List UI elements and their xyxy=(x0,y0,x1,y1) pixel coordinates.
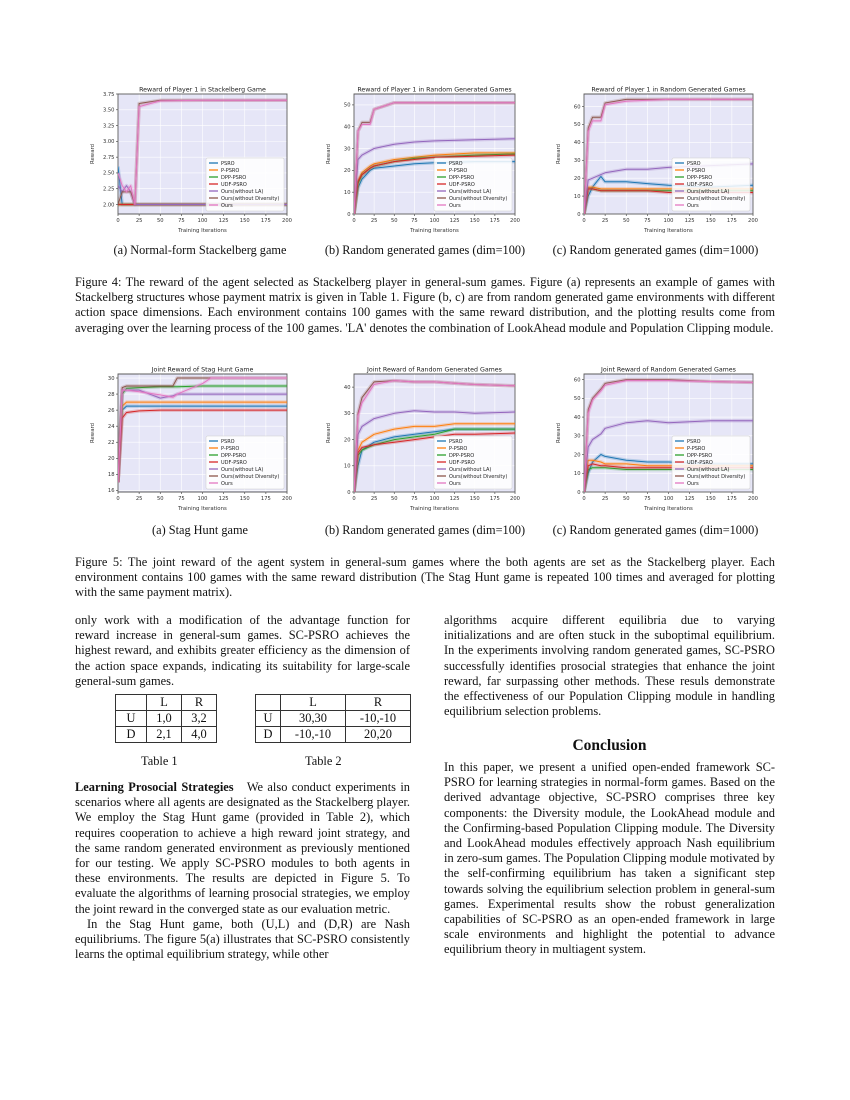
table-cell: 1,0 xyxy=(147,711,182,727)
svg-text:0: 0 xyxy=(582,496,586,502)
svg-text:16: 16 xyxy=(107,488,115,495)
figure5-chart-c xyxy=(548,364,763,514)
svg-text:75: 75 xyxy=(411,218,418,224)
svg-text:PSRO: PSRO xyxy=(449,438,463,445)
svg-text:Reward: Reward xyxy=(90,143,96,165)
chart-legend xyxy=(206,436,284,489)
svg-text:50: 50 xyxy=(156,218,164,224)
svg-text:200: 200 xyxy=(748,496,758,502)
svg-text:50: 50 xyxy=(622,496,630,502)
svg-text:200: 200 xyxy=(510,218,520,224)
svg-text:150: 150 xyxy=(239,496,250,502)
svg-text:30: 30 xyxy=(573,433,581,440)
svg-text:10: 10 xyxy=(343,463,351,470)
svg-text:Ours(without Diversity): Ours(without Diversity) xyxy=(221,195,280,202)
svg-text:Training Iterations: Training Iterations xyxy=(410,506,459,512)
svg-text:150: 150 xyxy=(705,496,716,502)
svg-text:50: 50 xyxy=(156,496,164,502)
figure5-subcaption-c: (c) Random generated games (dim=1000) xyxy=(552,523,759,537)
svg-text:UDF-PSRO: UDF-PSRO xyxy=(687,459,713,466)
line-chart xyxy=(318,364,525,514)
svg-text:200: 200 xyxy=(282,496,292,502)
figure4-chart-b xyxy=(318,84,525,236)
svg-text:2.75: 2.75 xyxy=(102,154,115,161)
svg-text:30: 30 xyxy=(573,158,581,165)
svg-text:28: 28 xyxy=(107,391,115,398)
svg-text:150: 150 xyxy=(469,218,480,224)
svg-text:30: 30 xyxy=(343,146,351,153)
svg-text:UDF-PSRO: UDF-PSRO xyxy=(221,181,247,188)
svg-text:175: 175 xyxy=(489,496,500,502)
table-cell xyxy=(116,695,147,711)
svg-text:20: 20 xyxy=(573,175,581,182)
paragraph: only work with a modification of the advantage function for reward increase in general-sum games. SC-PSRO achieves the highest reward, and exhibits greater efficiency as the dimension of the action space expands, indicating its suitability for large-scale general-sum games. xyxy=(75,613,410,688)
svg-text:30: 30 xyxy=(107,375,115,382)
svg-text:0: 0 xyxy=(347,489,351,496)
svg-text:Ours(without LA): Ours(without LA) xyxy=(687,466,730,473)
svg-text:2.50: 2.50 xyxy=(102,170,115,177)
paragraph: In the Stag Hunt game, both (U,L) and (D,R) are Nash equilibriums. The figure 5(a) illustrates that SC-PSRO consistently learns the optimal equilibrium strategy, while other xyxy=(75,916,410,962)
svg-text:DPP-PSRO: DPP-PSRO xyxy=(687,452,713,459)
svg-text:100: 100 xyxy=(197,218,208,224)
line-chart xyxy=(548,84,763,236)
svg-text:Training Iterations: Training Iterations xyxy=(410,228,459,234)
table-cell: R xyxy=(346,695,411,711)
svg-text:3.50: 3.50 xyxy=(102,107,115,114)
table1 xyxy=(115,694,217,743)
table-cell: 4,0 xyxy=(182,727,217,743)
svg-text:26: 26 xyxy=(107,407,115,414)
table-cell: U xyxy=(116,711,147,727)
svg-text:Reward: Reward xyxy=(326,422,332,444)
svg-text:10: 10 xyxy=(343,189,351,196)
paragraph: In this paper, we present a unified open-ended framework SC-PSRO for learning strategies in normal-form games. Based on the derived advantage objective, SC-PSRO comprises three key components: the Diversity module, the LookAhead module and the Confirming-based Population Clipping module. The Diversity and LookAhead modules effectively approach Nash equilibrium in zero-sum games. The Population Clipping module motivated by the self-confirming equilibrium has taken a significant step towards solving the equilibrium selection problem in general-sum games. Experimental results show the robust generalization capabilities of SC-PSRO as an open-ended framework in large scale environments and highlight the potential to advance equilibrium theory in multiagent system. xyxy=(444,760,775,957)
svg-text:Ours: Ours xyxy=(687,480,699,487)
svg-text:150: 150 xyxy=(469,496,480,502)
svg-text:18: 18 xyxy=(107,472,115,479)
svg-text:175: 175 xyxy=(726,496,737,502)
svg-text:100: 100 xyxy=(197,496,208,502)
svg-text:100: 100 xyxy=(429,496,440,502)
svg-text:P-PSRO: P-PSRO xyxy=(221,445,240,452)
figure5-caption: Figure 5: The joint reward of the agent system in general-sum games where the both agents are set as the Stackelberg player. Each environment contains 100 games with the same reward distribution (The Stag Hunt game is repeated 100 times and averaged for plotting with the same payment matrix). xyxy=(75,555,775,600)
table-cell: L xyxy=(281,695,346,711)
svg-text:50: 50 xyxy=(390,218,398,224)
svg-text:Training Iterations: Training Iterations xyxy=(644,228,693,234)
svg-text:Reward of Player 1 in Stackelb: Reward of Player 1 in Stackelberg Game xyxy=(139,86,266,94)
svg-text:50: 50 xyxy=(622,218,630,224)
figure4-caption: Figure 4: The reward of the agent selected as Stackelberg player in general-sum games. Figure (a) represents an example of games with Stackelberg structures whose payment matrix is given in Table 1. Figure (b, c) are from random generated game environments with different action space dimensions. Each environment contains 100 games with the same reward distribution, and the plotting results come from averaging over the learning process of the 100 games. 'LA' denotes the combination of LookAhead module and Population Clipping module. xyxy=(75,275,775,335)
svg-text:2.00: 2.00 xyxy=(102,202,115,209)
figure4-subcaption-c: (c) Random generated games (dim=1000) xyxy=(552,243,759,257)
table-cell: 20,20 xyxy=(346,727,411,743)
table-cell xyxy=(256,695,281,711)
svg-text:0: 0 xyxy=(577,489,581,496)
svg-text:Reward: Reward xyxy=(556,422,562,444)
chart-legend xyxy=(672,436,750,489)
right-column-bottom xyxy=(444,760,775,958)
svg-text:50: 50 xyxy=(573,122,581,129)
paragraph: algorithms acquire different equilibria due to varying initializations and are often stuck in the suboptimal equilibrium. In the experiments involving random generated games, SC-PSRO successfully identifies prosocial strategies that enhance the joint reward, far surpassing other methods. These resuls demonstrate the effectiveness of our Population Clipping module in handling equilibrium selection problems. xyxy=(444,613,775,719)
svg-text:UDF-PSRO: UDF-PSRO xyxy=(221,459,247,466)
svg-text:0: 0 xyxy=(347,211,351,218)
svg-text:Ours(without LA): Ours(without LA) xyxy=(449,466,492,473)
svg-text:0: 0 xyxy=(352,496,356,502)
svg-text:Reward: Reward xyxy=(90,422,96,444)
svg-text:Ours(without LA): Ours(without LA) xyxy=(221,466,264,473)
svg-text:3.00: 3.00 xyxy=(102,139,115,146)
svg-text:75: 75 xyxy=(644,496,651,502)
table1-caption: Table 1 xyxy=(141,754,178,768)
svg-text:UDF-PSRO: UDF-PSRO xyxy=(687,181,713,188)
svg-text:25: 25 xyxy=(370,496,378,502)
svg-text:Ours(without Diversity): Ours(without Diversity) xyxy=(449,195,508,202)
svg-text:20: 20 xyxy=(573,452,581,459)
svg-text:125: 125 xyxy=(449,496,460,502)
svg-text:P-PSRO: P-PSRO xyxy=(449,445,468,452)
svg-text:Ours(without Diversity): Ours(without Diversity) xyxy=(687,195,746,202)
svg-text:DPP-PSRO: DPP-PSRO xyxy=(221,452,247,459)
svg-text:Ours: Ours xyxy=(449,202,461,209)
svg-text:100: 100 xyxy=(429,218,440,224)
svg-text:0: 0 xyxy=(116,496,120,502)
svg-text:Reward of Player 1 in Random G: Reward of Player 1 in Random Generated Games xyxy=(357,86,512,94)
svg-text:Ours: Ours xyxy=(221,202,233,209)
svg-text:60: 60 xyxy=(573,104,581,111)
table-cell: U xyxy=(256,711,281,727)
svg-text:75: 75 xyxy=(411,496,418,502)
svg-text:200: 200 xyxy=(748,218,758,224)
svg-text:200: 200 xyxy=(282,218,292,224)
svg-text:Ours: Ours xyxy=(687,202,699,209)
svg-text:175: 175 xyxy=(489,218,500,224)
svg-text:50: 50 xyxy=(390,496,398,502)
svg-text:40: 40 xyxy=(573,140,581,147)
table-row xyxy=(116,727,217,743)
svg-text:UDF-PSRO: UDF-PSRO xyxy=(449,181,475,188)
svg-text:60: 60 xyxy=(573,377,581,384)
svg-text:50: 50 xyxy=(573,396,581,403)
table-cell: D xyxy=(116,727,147,743)
svg-text:125: 125 xyxy=(684,218,695,224)
table-cell: D xyxy=(256,727,281,743)
svg-text:P-PSRO: P-PSRO xyxy=(449,167,468,174)
svg-text:75: 75 xyxy=(644,218,651,224)
line-chart xyxy=(318,84,525,236)
svg-text:100: 100 xyxy=(663,496,674,502)
svg-text:0: 0 xyxy=(582,218,586,224)
svg-text:3.75: 3.75 xyxy=(102,91,115,98)
svg-text:Ours: Ours xyxy=(221,480,233,487)
table-row xyxy=(256,711,411,727)
svg-text:Ours(without Diversity): Ours(without Diversity) xyxy=(221,473,280,480)
figure5-chart-b xyxy=(318,364,525,514)
svg-text:Joint Reward of Random Generat: Joint Reward of Random Generated Games xyxy=(367,366,502,374)
svg-text:150: 150 xyxy=(705,218,716,224)
svg-text:UDF-PSRO: UDF-PSRO xyxy=(449,459,475,466)
chart-legend xyxy=(434,158,512,211)
table2-caption: Table 2 xyxy=(305,754,342,768)
svg-text:0: 0 xyxy=(352,218,356,224)
svg-text:P-PSRO: P-PSRO xyxy=(221,167,240,174)
svg-text:PSRO: PSRO xyxy=(687,438,701,445)
svg-text:175: 175 xyxy=(260,218,271,224)
svg-text:Ours(without Diversity): Ours(without Diversity) xyxy=(687,473,746,480)
svg-text:175: 175 xyxy=(726,218,737,224)
svg-text:25: 25 xyxy=(135,218,143,224)
svg-text:Training Iterations: Training Iterations xyxy=(178,506,227,512)
figure5-chart-a xyxy=(82,364,297,514)
figure4-subcaption-a: (a) Normal-form Stackelberg game xyxy=(113,243,287,257)
svg-text:Ours: Ours xyxy=(449,480,461,487)
svg-text:125: 125 xyxy=(218,496,229,502)
table-row xyxy=(116,711,217,727)
table-cell: 3,2 xyxy=(182,711,217,727)
svg-text:Ours(without LA): Ours(without LA) xyxy=(687,188,730,195)
svg-text:P-PSRO: P-PSRO xyxy=(687,445,706,452)
table-row xyxy=(116,695,217,711)
svg-text:40: 40 xyxy=(343,124,351,131)
svg-text:25: 25 xyxy=(135,496,143,502)
svg-text:75: 75 xyxy=(178,496,185,502)
svg-text:10: 10 xyxy=(573,471,581,478)
paragraph-text: We also conduct experiments in scenarios where all agents are designated as the Stackelberg player. We employ the Stag Hunt game (provided in Table 2), which requires cooperation to achieve a high reward joint strategy, and the same random generated environment as previously mentioned for our testing. We apply SC-PSRO modules to both agents in these environments. The results are depicted in Figure 5. To evaluate the algorithms of learning prosocial strategies, we employ the joint reward in the converged state as our evaluation metric. xyxy=(75,780,411,916)
chart-legend xyxy=(206,158,284,211)
section-heading-conclusion: Conclusion xyxy=(572,737,647,754)
svg-text:2.25: 2.25 xyxy=(102,186,115,193)
line-chart xyxy=(82,84,297,236)
svg-text:50: 50 xyxy=(343,102,351,109)
svg-text:25: 25 xyxy=(601,218,609,224)
chart-legend xyxy=(672,158,750,211)
svg-text:125: 125 xyxy=(684,496,695,502)
chart-legend xyxy=(434,436,512,489)
svg-text:Reward: Reward xyxy=(556,143,562,165)
svg-text:PSRO: PSRO xyxy=(449,160,463,167)
table-row xyxy=(256,727,411,743)
svg-text:Ours(without LA): Ours(without LA) xyxy=(449,188,492,195)
svg-text:150: 150 xyxy=(239,218,250,224)
table-cell: 30,30 xyxy=(281,711,346,727)
svg-text:20: 20 xyxy=(107,456,115,463)
table-cell: -10,-10 xyxy=(346,711,411,727)
svg-text:PSRO: PSRO xyxy=(221,438,235,445)
paragraph xyxy=(75,780,410,917)
figure5-subcaption-a: (a) Stag Hunt game xyxy=(152,523,248,537)
svg-text:100: 100 xyxy=(663,218,674,224)
svg-text:0: 0 xyxy=(577,211,581,218)
runin-heading: Learning Prosocial Strategies xyxy=(75,780,234,794)
figure4-chart-c xyxy=(548,84,763,236)
figure4-chart-a xyxy=(82,84,297,236)
left-column-top xyxy=(75,613,410,689)
table-cell: R xyxy=(182,695,217,711)
svg-text:Ours(without Diversity): Ours(without Diversity) xyxy=(449,473,508,480)
svg-text:125: 125 xyxy=(449,218,460,224)
svg-text:25: 25 xyxy=(601,496,609,502)
svg-text:3.25: 3.25 xyxy=(102,123,115,130)
svg-text:Joint Reward of Random Generat: Joint Reward of Random Generated Games xyxy=(601,366,736,374)
svg-text:125: 125 xyxy=(218,218,229,224)
svg-text:0: 0 xyxy=(116,218,120,224)
svg-text:PSRO: PSRO xyxy=(221,160,235,167)
svg-text:22: 22 xyxy=(107,440,115,447)
svg-text:20: 20 xyxy=(343,168,351,175)
svg-text:40: 40 xyxy=(573,414,581,421)
svg-text:25: 25 xyxy=(370,218,378,224)
table-row xyxy=(256,695,411,711)
svg-text:Reward: Reward xyxy=(326,143,332,165)
left-column-bottom xyxy=(75,780,410,962)
svg-text:20: 20 xyxy=(343,437,351,444)
svg-text:DPP-PSRO: DPP-PSRO xyxy=(449,452,475,459)
svg-text:40: 40 xyxy=(343,384,351,391)
line-chart xyxy=(548,364,763,514)
svg-text:Reward of Player 1 in Random G: Reward of Player 1 in Random Generated Games xyxy=(591,86,746,94)
svg-text:75: 75 xyxy=(178,218,185,224)
svg-text:Joint Reward of Stag Hunt Game: Joint Reward of Stag Hunt Game xyxy=(151,366,254,374)
line-chart xyxy=(82,364,297,514)
svg-text:10: 10 xyxy=(573,193,581,200)
figure4-subcaption-b: (b) Random generated games (dim=100) xyxy=(324,243,526,257)
table2 xyxy=(255,694,411,743)
svg-text:PSRO: PSRO xyxy=(687,160,701,167)
svg-text:DPP-PSRO: DPP-PSRO xyxy=(687,174,713,181)
right-column-top xyxy=(444,613,775,719)
svg-text:24: 24 xyxy=(107,423,115,430)
svg-text:DPP-PSRO: DPP-PSRO xyxy=(449,174,475,181)
svg-text:Training Iterations: Training Iterations xyxy=(178,228,227,234)
svg-text:P-PSRO: P-PSRO xyxy=(687,167,706,174)
svg-text:30: 30 xyxy=(343,411,351,418)
svg-text:DPP-PSRO: DPP-PSRO xyxy=(221,174,247,181)
table-cell: 2,1 xyxy=(147,727,182,743)
svg-text:Ours(without LA): Ours(without LA) xyxy=(221,188,264,195)
svg-text:175: 175 xyxy=(260,496,271,502)
svg-text:200: 200 xyxy=(510,496,520,502)
svg-text:Training Iterations: Training Iterations xyxy=(644,506,693,512)
table-cell: -10,-10 xyxy=(281,727,346,743)
table-cell: L xyxy=(147,695,182,711)
figure5-subcaption-b: (b) Random generated games (dim=100) xyxy=(324,523,526,537)
